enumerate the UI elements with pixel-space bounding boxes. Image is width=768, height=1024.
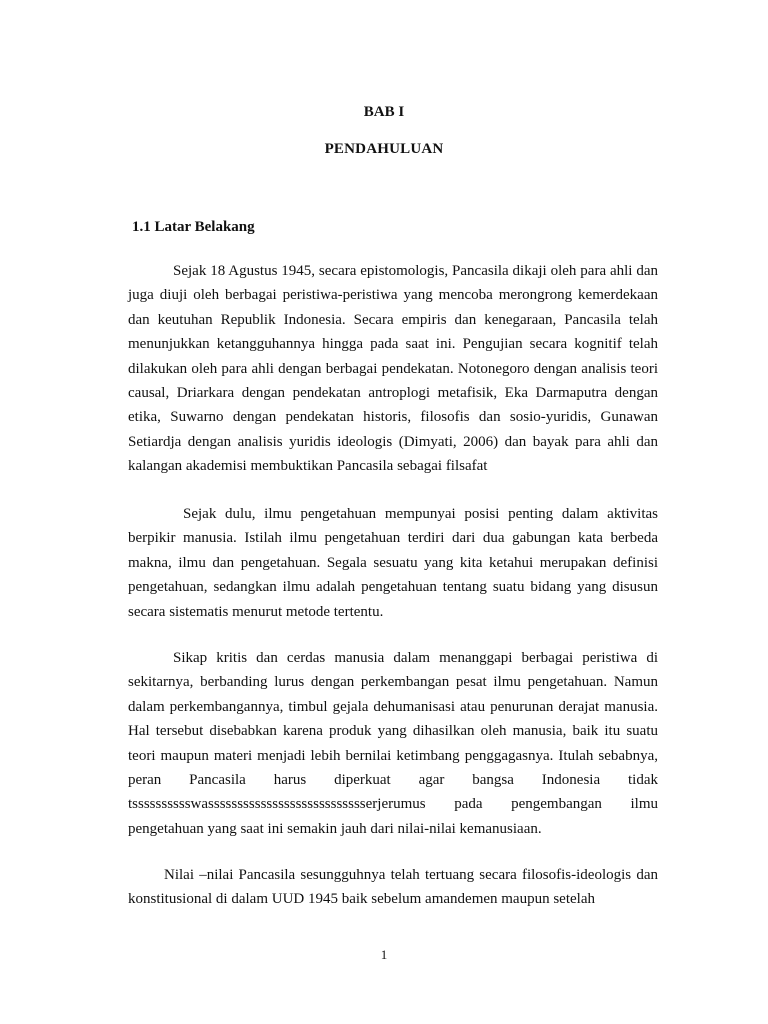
section-heading: 1.1 Latar Belakang [132,219,255,235]
paragraph: Sikap kritis dan cerdas manusia dalam menanggapi berbagai peristiwa di sekitarnya, berbanding lurus dengan perkembangan pesat ilmu pengetahuan. Namun dalam perkembangannya, timbul gejala dehumanisasi atau penurunan derajat manusia. Hal tersebut disebabkan karena produk yang dihasilkan oleh manusia, baik itu suatu teori maupun materi menjadi lebih bernilai ketimbang penggagasnya. Itulah sebabnya, peran Pancasila harus diperkuat agar bangsa Indonesia tidak tsssssssssswassssssssssssssssssssssssssserjerumus pada pengembangan ilmu pengetahuan yang saat ini semakin jauh dari nilai-nilai kemanusiaan. [128,650,658,837]
chapter-subtitle: PENDAHULUAN [324,141,444,157]
paragraph: Sejak 18 Agustus 1945, secara epistomologis, Pancasila dikaji oleh para ahli dan juga diuji oleh berbagai peristiwa-peristiwa yang mencoba merongrong kemerdekaan dan keutuhan Republik Indonesia. Secara empiris dan kenegaraan, Pancasila telah menunjukkan ketangguhannya hingga pada saat ini. Pengujian secara kognitif telah dilakukan oleh para ahli dengan berbagai pendekatan. Notonegoro dengan analisis teori causal, Driarkara dengan pendekatan antroplogi metafisik, Eka Darmaputra dengan etika, Suwarno dengan pendekatan historis, filosofis dan sosio-yuridis, Gunawan Setiardja dengan analisis yuridis ideologis (Dimyati, 2006) dan bayak para ahli dan kalangan akademisi membuktikan Pancasila sebagai filsafat [128,263,658,475]
paragraph: Nilai –nilai Pancasila sesungguhnya telah tertuang secara filosofis-ideologis dan konstitusional di dalam UUD 1945 baik sebelum amandemen maupun setelah [128,867,658,908]
page-number: 1 [380,947,388,962]
paragraph: Sejak dulu, ilmu pengetahuan mempunyai posisi penting dalam aktivitas berpikir manusia. Istilah ilmu pengetahuan terdiri dari dua gabungan kata berbeda makna, ilmu dan pengetahuan. Segala sesuatu yang kita ketahui merupakan definisi pengetahuan, sedangkan ilmu adalah pengetahuan tentang suatu bidang yang disusun secara sistematis menurut metode tertentu. [128,506,658,620]
chapter-title: BAB I [363,104,405,120]
